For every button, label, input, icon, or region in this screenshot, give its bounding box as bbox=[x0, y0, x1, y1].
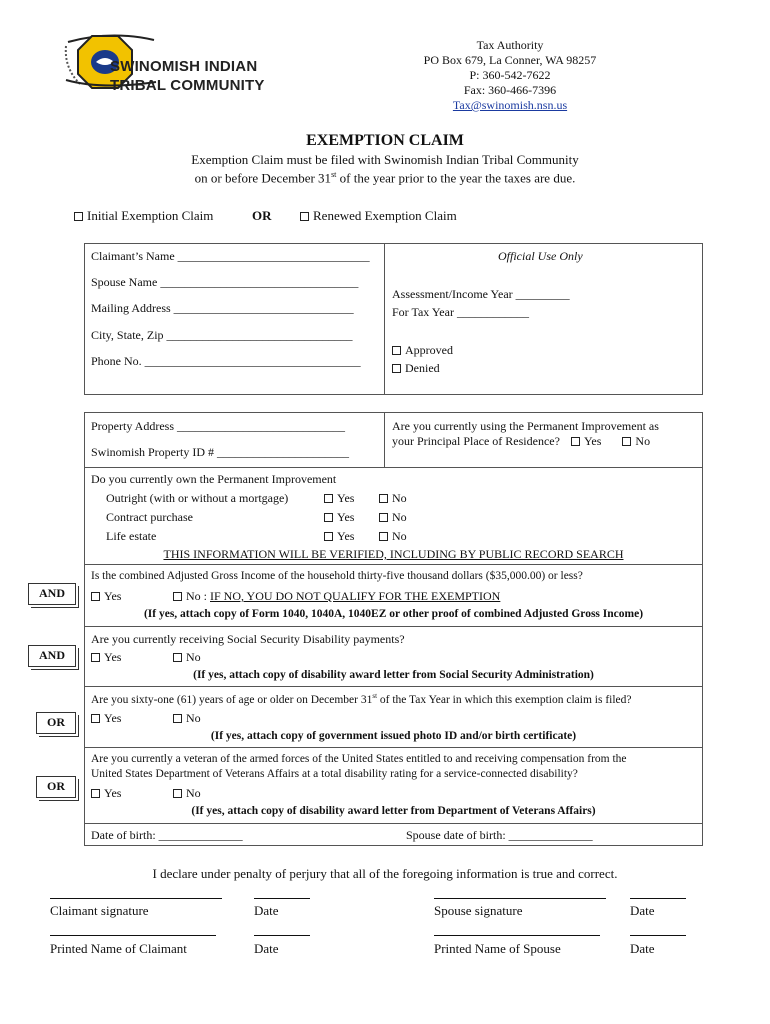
residence-yes-checkbox[interactable] bbox=[571, 437, 580, 446]
veteran-question-line1: Are you currently a veteran of the armed forces of the United States entitled to and receiving compensation from the bbox=[91, 753, 627, 765]
tax-year-field[interactable]: For Tax Year ____________ bbox=[392, 305, 529, 319]
income-no-option[interactable]: No : IF NO, YOU DO NOT QUALIFY FOR THE EXEMPTION bbox=[173, 589, 500, 604]
denied-checkbox[interactable] bbox=[392, 364, 401, 373]
assessment-year-field[interactable]: Assessment/Income Year _________ bbox=[392, 287, 570, 301]
veteran-yes-option[interactable]: Yes bbox=[91, 786, 121, 801]
disability-no-option[interactable]: No bbox=[173, 650, 201, 665]
and-tag-income: AND bbox=[28, 583, 76, 605]
property-id-field[interactable]: Swinomish Property ID # ______________________ bbox=[91, 445, 349, 459]
spouse-printed-name-label: Printed Name of Spouse bbox=[434, 941, 561, 956]
income-yes-checkbox[interactable] bbox=[91, 592, 100, 601]
ownership-row-contract: Contract purchase bbox=[106, 510, 193, 524]
spouse-print-date-label: Date bbox=[630, 941, 655, 956]
renewed-claim-checkbox[interactable] bbox=[300, 212, 309, 221]
income-yes-option[interactable]: Yes bbox=[91, 589, 121, 604]
claimant-printed-name-label: Printed Name of Claimant bbox=[50, 941, 187, 956]
age-question: Are you sixty-one (61) years of age or older on December 31st of the Tax Year in which this exemption claim is filed? bbox=[91, 692, 632, 706]
veteran-yes-checkbox[interactable] bbox=[91, 789, 100, 798]
disability-yes-checkbox[interactable] bbox=[91, 653, 100, 662]
spouse-dob-field[interactable]: Spouse date of birth: ______________ bbox=[406, 828, 593, 842]
phone: P: 360-542-7622 bbox=[469, 68, 551, 82]
spouse-name-field[interactable]: Spouse Name _________________________________ bbox=[91, 275, 359, 289]
official-use-title: Official Use Only bbox=[498, 249, 583, 263]
approved-option[interactable]: Approved bbox=[392, 343, 453, 358]
residence-no-checkbox[interactable] bbox=[622, 437, 631, 446]
claimant-print-date-label: Date bbox=[254, 941, 279, 956]
residence-question-line1: Are you currently using the Permanent Improvement as bbox=[392, 419, 659, 433]
ownership-row-life-estate: Life estate bbox=[106, 529, 157, 543]
life-estate-yes-checkbox[interactable] bbox=[324, 532, 333, 541]
age-yes-option[interactable]: Yes bbox=[91, 711, 121, 726]
ownership-question: Do you currently own the Permanent Improvement bbox=[91, 472, 337, 486]
disability-no-checkbox[interactable] bbox=[173, 653, 182, 662]
veteran-no-option[interactable]: No bbox=[173, 786, 201, 801]
denied-option[interactable]: Denied bbox=[392, 361, 440, 376]
tax-authority: Tax Authority bbox=[476, 38, 544, 52]
outright-yes-checkbox[interactable] bbox=[324, 494, 333, 503]
life-estate-no-option[interactable]: No bbox=[379, 529, 407, 544]
contract-yes-option[interactable]: Yes bbox=[324, 510, 354, 525]
residence-yes-option[interactable]: Yes bbox=[571, 434, 601, 448]
income-attach-note: (If yes, attach copy of Form 1040, 1040A, 1040EZ or other proof of combined Adjusted Gross Income) bbox=[143, 608, 644, 620]
claimant-dob-field[interactable]: Date of birth: ______________ bbox=[91, 828, 243, 842]
org-name-line2: TRIBAL COMMUNITY bbox=[110, 77, 265, 94]
contact-block bbox=[400, 38, 620, 113]
outright-yes-option[interactable]: Yes bbox=[324, 491, 354, 506]
life-estate-no-checkbox[interactable] bbox=[379, 532, 388, 541]
and-tag-disability: AND bbox=[28, 645, 76, 667]
contract-yes-checkbox[interactable] bbox=[324, 513, 333, 522]
income-no-checkbox[interactable] bbox=[173, 592, 182, 601]
or-tag-age: OR bbox=[36, 712, 76, 734]
email-link[interactable]: Tax@swinomish.nsn.us bbox=[452, 98, 568, 112]
claimant-date-label: Date bbox=[254, 903, 279, 918]
mailing-address-field[interactable]: Mailing Address ______________________________ bbox=[91, 301, 354, 315]
initial-claim-option[interactable]: Initial Exemption Claim bbox=[74, 208, 213, 224]
approved-checkbox[interactable] bbox=[392, 346, 401, 355]
claimant-name-field[interactable]: Claimant’s Name ________________________________ bbox=[91, 249, 370, 263]
spouse-date-label: Date bbox=[630, 903, 655, 918]
form-title: EXEMPTION CLAIM bbox=[306, 132, 464, 149]
disability-question: Are you currently receiving Social Security Disability payments? bbox=[91, 632, 405, 646]
age-attach-note: (If yes, attach copy of government issued photo ID and/or birth certificate) bbox=[210, 730, 577, 742]
address: PO Box 679, La Conner, WA 98257 bbox=[423, 53, 597, 67]
or-tag-veteran: OR bbox=[36, 776, 76, 798]
residence-question-line2: your Principal Place of Residence? Yes No bbox=[392, 434, 651, 448]
property-address-field[interactable]: Property Address ____________________________ bbox=[91, 419, 345, 433]
residence-no-option[interactable]: No bbox=[622, 434, 650, 448]
veteran-attach-note: (If yes, attach copy of disability award letter from Department of Veterans Affairs) bbox=[191, 805, 596, 817]
declaration: I declare under penalty of perjury that all of the foregoing information is true and correct. bbox=[152, 866, 618, 881]
veteran-question-line2: United States Department of Veterans Affairs at a total disability rating for a service-connected disability? bbox=[91, 768, 578, 780]
fax: Fax: 360-466-7396 bbox=[463, 83, 557, 97]
age-yes-checkbox[interactable] bbox=[91, 714, 100, 723]
or-label: OR bbox=[252, 208, 272, 223]
ownership-row-outright: Outright (with or without a mortgage) bbox=[106, 491, 289, 505]
outright-no-option[interactable]: No bbox=[379, 491, 407, 506]
disability-yes-option[interactable]: Yes bbox=[91, 650, 121, 665]
age-no-option[interactable]: No bbox=[173, 711, 201, 726]
org-name-line1: SWINOMISH INDIAN bbox=[110, 58, 258, 75]
spouse-signature-label: Spouse signature bbox=[434, 903, 523, 918]
renewed-claim-option[interactable]: Renewed Exemption Claim bbox=[300, 208, 457, 224]
subtitle-line2: on or before December 31st of the year prior to the year the taxes are due. bbox=[194, 170, 576, 186]
outright-no-checkbox[interactable] bbox=[379, 494, 388, 503]
income-question: Is the combined Adjusted Gross Income of the household thirty-five thousand dollars ($35,000.00) or less? bbox=[91, 570, 583, 582]
claimant-signature-label: Claimant signature bbox=[50, 903, 149, 918]
contract-no-checkbox[interactable] bbox=[379, 513, 388, 522]
verification-notice: THIS INFORMATION WILL BE VERIFIED, INCLUDING BY PUBLIC RECORD SEARCH bbox=[163, 547, 624, 561]
life-estate-yes-option[interactable]: Yes bbox=[324, 529, 354, 544]
initial-claim-checkbox[interactable] bbox=[74, 212, 83, 221]
age-no-checkbox[interactable] bbox=[173, 714, 182, 723]
veteran-no-checkbox[interactable] bbox=[173, 789, 182, 798]
city-state-zip-field[interactable]: City, State, Zip _______________________________ bbox=[91, 328, 353, 342]
phone-field[interactable]: Phone No. ____________________________________ bbox=[91, 354, 361, 368]
subtitle-line1: Exemption Claim must be filed with Swinomish Indian Tribal Community bbox=[191, 152, 579, 167]
disability-attach-note: (If yes, attach copy of disability award letter from Social Security Administration) bbox=[193, 669, 594, 681]
contract-no-option[interactable]: No bbox=[379, 510, 407, 525]
